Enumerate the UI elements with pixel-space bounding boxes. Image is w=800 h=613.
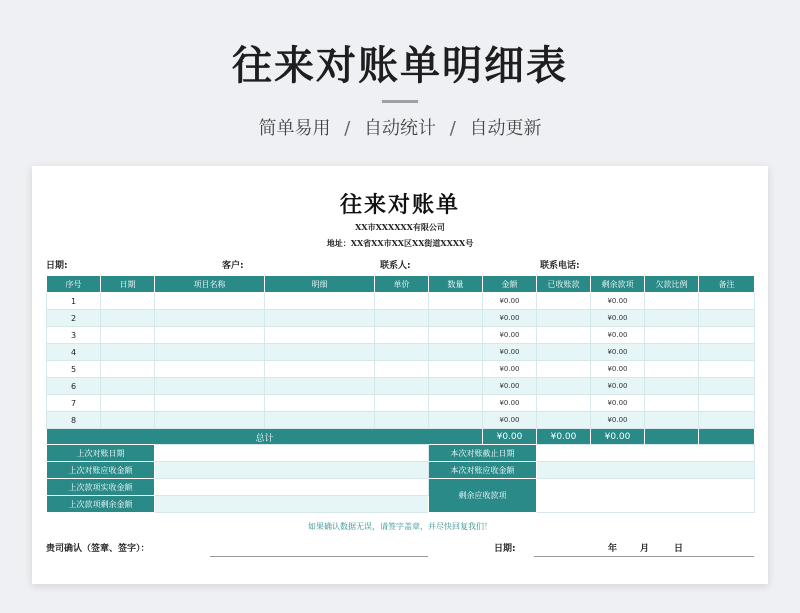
cell[interactable] xyxy=(265,327,375,344)
cell[interactable] xyxy=(375,412,429,429)
cell-no[interactable]: 1 xyxy=(47,293,101,310)
cell[interactable] xyxy=(375,344,429,361)
cell[interactable] xyxy=(375,395,429,412)
cell[interactable] xyxy=(101,327,155,344)
cell[interactable] xyxy=(429,344,483,361)
company-name: XX市XXXXXX有限公司 xyxy=(355,222,445,232)
remaining-receivable-value[interactable] xyxy=(537,479,755,513)
date-label: 日期: xyxy=(46,261,68,271)
table-row xyxy=(47,344,755,361)
cell[interactable] xyxy=(375,310,429,327)
year-label: 年 xyxy=(608,544,618,554)
cell[interactable] xyxy=(537,378,591,395)
last-remaining-label: 上次款项剩余金额 xyxy=(47,496,155,513)
cell[interactable] xyxy=(101,361,155,378)
cell[interactable] xyxy=(101,344,155,361)
cell-amount[interactable]: ¥0.00 xyxy=(483,378,537,395)
signature-line[interactable] xyxy=(210,556,428,557)
table-row xyxy=(47,395,755,412)
cell[interactable] xyxy=(375,293,429,310)
table-header xyxy=(47,276,755,293)
total-amount: ¥0.00 xyxy=(483,429,537,446)
cell[interactable] xyxy=(537,395,591,412)
table-row xyxy=(47,361,755,378)
cell-remaining[interactable]: ¥0.00 xyxy=(591,412,645,429)
total-cell xyxy=(645,429,699,446)
company-address: 地址：XX省XX市XX区XX街道XXXX号 xyxy=(326,238,474,248)
cell[interactable] xyxy=(645,310,699,327)
cell[interactable] xyxy=(699,361,755,378)
confirm-label: 贵司确认（签章、签字）： xyxy=(46,544,150,554)
cell[interactable] xyxy=(429,361,483,378)
this-cutoff-label: 本次对账截止日期 xyxy=(429,445,537,462)
cell-remaining[interactable]: ¥0.00 xyxy=(591,310,645,327)
cell[interactable] xyxy=(645,378,699,395)
month-label: 月 xyxy=(640,544,650,554)
cell[interactable] xyxy=(101,395,155,412)
cell-no[interactable]: 4 xyxy=(47,344,101,361)
title-divider xyxy=(382,100,418,103)
cell[interactable] xyxy=(699,378,755,395)
cell-remaining[interactable]: ¥0.00 xyxy=(591,395,645,412)
tag-easy: 简单易用 xyxy=(258,118,331,139)
tag-auto-update: 自动更新 xyxy=(469,118,542,139)
cell[interactable] xyxy=(375,361,429,378)
cell[interactable] xyxy=(537,344,591,361)
cell[interactable] xyxy=(429,310,483,327)
cell-amount[interactable]: ¥0.00 xyxy=(483,412,537,429)
cell[interactable] xyxy=(537,361,591,378)
cell[interactable] xyxy=(101,412,155,429)
contact-label: 联系人: xyxy=(380,261,411,271)
cell[interactable] xyxy=(155,327,265,344)
table-row xyxy=(47,310,755,327)
col-header: 数量 xyxy=(429,276,483,293)
doc-title: 往来对账单 xyxy=(339,192,460,218)
cell-amount[interactable]: ¥0.00 xyxy=(483,327,537,344)
cell[interactable] xyxy=(265,378,375,395)
cell-remaining[interactable]: ¥0.00 xyxy=(591,327,645,344)
cell-no[interactable]: 7 xyxy=(47,395,101,412)
cell[interactable] xyxy=(429,395,483,412)
cell-amount[interactable]: ¥0.00 xyxy=(483,293,537,310)
cell[interactable] xyxy=(645,412,699,429)
total-received: ¥0.00 xyxy=(537,429,591,446)
signature-row xyxy=(46,541,754,557)
summary-row xyxy=(47,445,755,462)
table-row xyxy=(47,293,755,310)
cell-remaining[interactable]: ¥0.00 xyxy=(591,378,645,395)
cell[interactable] xyxy=(699,344,755,361)
total-row xyxy=(47,429,755,446)
cell-amount[interactable]: ¥0.00 xyxy=(483,361,537,378)
cell[interactable] xyxy=(429,412,483,429)
cell-remaining[interactable]: ¥0.00 xyxy=(591,361,645,378)
cell[interactable] xyxy=(155,378,265,395)
tag-separator: / xyxy=(449,118,456,139)
subtitle xyxy=(0,114,800,140)
cell[interactable] xyxy=(429,327,483,344)
confirm-note: 如果确认数据无误，请签字盖章，并尽快回复我们！ xyxy=(308,522,492,531)
last-date-label: 上次对账日期 xyxy=(47,445,155,462)
cell[interactable] xyxy=(699,327,755,344)
cell-amount[interactable]: ¥0.00 xyxy=(483,344,537,361)
last-received-label: 上次款项实收金额 xyxy=(47,479,155,496)
summary-table xyxy=(46,444,755,513)
last-received-value[interactable] xyxy=(155,479,429,496)
col-header: 项目名称 xyxy=(155,276,265,293)
this-receivable-value[interactable] xyxy=(537,462,755,479)
cell[interactable] xyxy=(265,412,375,429)
last-receivable-value[interactable] xyxy=(155,462,429,479)
cell-no[interactable]: 5 xyxy=(47,361,101,378)
cell[interactable] xyxy=(265,293,375,310)
cell[interactable] xyxy=(155,293,265,310)
sign-date-label: 日期: xyxy=(494,544,516,554)
cell-no[interactable]: 3 xyxy=(47,327,101,344)
cell[interactable] xyxy=(429,378,483,395)
cell[interactable] xyxy=(265,344,375,361)
tag-separator: / xyxy=(344,118,351,139)
cell[interactable] xyxy=(537,293,591,310)
date-line[interactable] xyxy=(534,556,754,557)
col-header: 金额 xyxy=(483,276,537,293)
cell-no[interactable]: 6 xyxy=(47,378,101,395)
col-header: 备注 xyxy=(699,276,755,293)
cell[interactable] xyxy=(265,361,375,378)
cell[interactable] xyxy=(155,412,265,429)
cell-no[interactable]: 8 xyxy=(47,412,101,429)
last-date-value[interactable] xyxy=(155,445,429,462)
info-row xyxy=(46,258,754,272)
cell[interactable] xyxy=(101,310,155,327)
col-header: 序号 xyxy=(47,276,101,293)
cell[interactable] xyxy=(645,395,699,412)
cell[interactable] xyxy=(645,344,699,361)
cell[interactable] xyxy=(265,395,375,412)
total-label: 总计 xyxy=(47,429,483,446)
summary-row xyxy=(47,479,755,496)
cell[interactable] xyxy=(537,412,591,429)
cell-no[interactable]: 2 xyxy=(47,310,101,327)
this-cutoff-value[interactable] xyxy=(537,445,755,462)
cell[interactable] xyxy=(645,327,699,344)
statement-sheet xyxy=(32,166,768,584)
cell-remaining[interactable]: ¥0.00 xyxy=(591,344,645,361)
cell-remaining[interactable]: ¥0.00 xyxy=(591,293,645,310)
cell[interactable] xyxy=(537,327,591,344)
cell[interactable] xyxy=(155,344,265,361)
cell[interactable] xyxy=(699,310,755,327)
cell[interactable] xyxy=(101,378,155,395)
page-title: 往来对账单明细表 xyxy=(232,43,568,89)
last-receivable-label: 上次对账应收金额 xyxy=(47,462,155,479)
cell[interactable] xyxy=(645,361,699,378)
remaining-receivable-label: 剩余应收款项 xyxy=(429,479,537,513)
total-remaining: ¥0.00 xyxy=(591,429,645,446)
cell[interactable] xyxy=(537,310,591,327)
col-header: 剩余款项 xyxy=(591,276,645,293)
cell[interactable] xyxy=(645,293,699,310)
col-header: 明细 xyxy=(265,276,375,293)
col-header: 欠款比例 xyxy=(645,276,699,293)
cell[interactable] xyxy=(155,361,265,378)
day-label: 日 xyxy=(674,544,684,554)
summary-row xyxy=(47,462,755,479)
customer-label: 客户: xyxy=(222,261,244,271)
cell[interactable] xyxy=(699,412,755,429)
this-receivable-label: 本次对账应收金额 xyxy=(429,462,537,479)
last-remaining-value[interactable] xyxy=(155,496,429,513)
cell[interactable] xyxy=(375,327,429,344)
cell[interactable] xyxy=(265,310,375,327)
phone-label: 联系电话: xyxy=(540,261,580,271)
total-cell xyxy=(699,429,755,446)
cell[interactable] xyxy=(101,293,155,310)
statement-table xyxy=(46,275,755,446)
cell[interactable] xyxy=(699,293,755,310)
cell-amount[interactable]: ¥0.00 xyxy=(483,310,537,327)
cell[interactable] xyxy=(429,293,483,310)
table-row xyxy=(47,412,755,429)
table-row xyxy=(47,378,755,395)
col-header: 单价 xyxy=(375,276,429,293)
cell-amount[interactable]: ¥0.00 xyxy=(483,395,537,412)
col-header: 日期 xyxy=(101,276,155,293)
cell[interactable] xyxy=(155,310,265,327)
cell[interactable] xyxy=(699,395,755,412)
cell[interactable] xyxy=(155,395,265,412)
col-header: 已收账款 xyxy=(537,276,591,293)
cell[interactable] xyxy=(375,378,429,395)
table-row xyxy=(47,327,755,344)
tag-auto-stat: 自动统计 xyxy=(364,118,436,139)
